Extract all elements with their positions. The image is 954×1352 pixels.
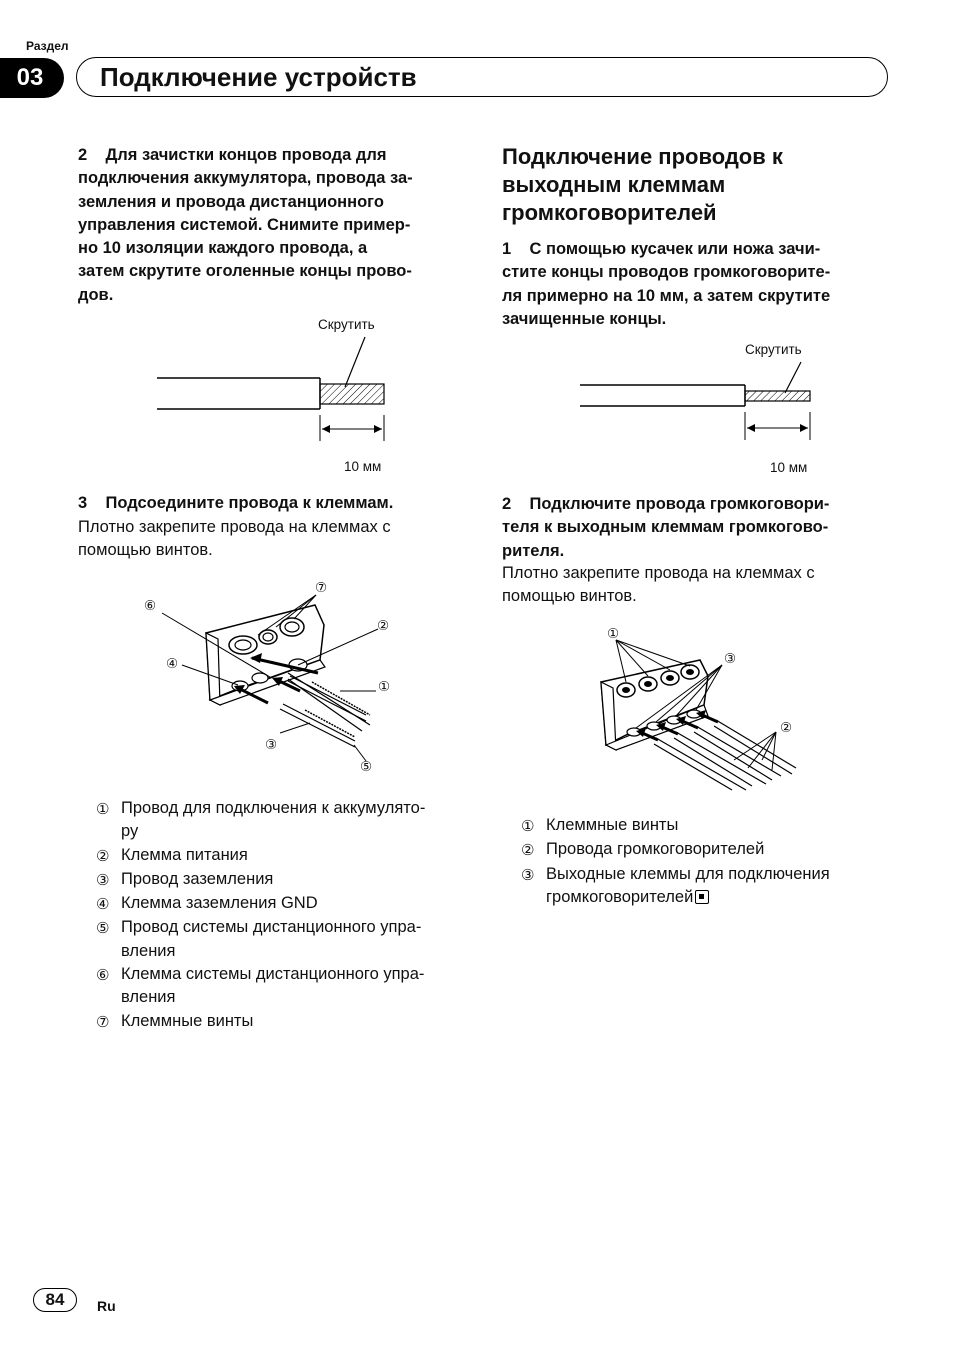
right-step-2-title: 2 Подключите провода громкоговори- теля к выходным клеммам громкогово- рителя. [502,495,830,560]
legend-item [96,916,476,963]
section-label: Раздел [26,39,69,53]
right-heading: Подключение проводов к выходным клеммам громкоговорителей [502,144,783,225]
legend-number: ⑦ [96,1013,110,1031]
left-wire-strip-diagram [150,335,400,455]
legend-text: Клемма заземления GND [121,894,318,913]
legend-text: Клемма системы дистанционного упра- вления [121,965,425,1007]
legend-item [96,963,476,1010]
legend-item [96,868,476,892]
left-callout-4: ④ [166,656,179,671]
left-step-3-text: Плотно закрепите провода на клеммах с помощью винтов. [78,518,391,560]
right-callout-1: ① [607,626,620,641]
left-callout-7: ⑦ [315,580,328,595]
language-label: Ru [97,1298,116,1314]
legend-number: ① [521,818,535,835]
legend-text: Клемма питания [121,845,248,864]
legend-item [521,814,901,838]
right-step-1: 1 С помощью кусачек или ножа зачи- стите концы проводов громкоговорите- ля примерно на 10 мм, а затем скрутите зачищенные концы. [502,240,831,328]
legend-item [521,863,901,910]
legend-text: Провода громкоговорителей [546,840,765,859]
legend-text-content: Выходные клеммы для подключения громкоговорителей [546,864,830,906]
legend-number: ③ [96,871,110,889]
left-step-3-title: 3 Подсоедините провода к клеммам. [78,494,394,512]
left-fig1-length-label: 10 мм [344,459,382,474]
right-step-2-text: Плотно закрепите провода на клеммах с помощью винтов. [502,564,815,606]
right-terminal-diagram [596,620,806,800]
page-number: 84 [33,1288,77,1312]
legend-number: ② [96,847,110,865]
right-legend-list [521,814,901,909]
legend-text: Провод системы дистанционного упра- вления [121,918,422,960]
stop-icon [695,890,709,904]
legend-item [96,797,476,844]
legend-number: ④ [96,896,110,914]
right-fig1-length-label: 10 мм [770,460,808,475]
left-callout-3: ③ [265,737,278,752]
left-callout-1: ① [378,679,391,694]
legend-number: ② [521,842,535,860]
left-callout-2: ② [377,618,390,633]
left-step-2: 2 Для зачистки концов провода для подключения аккумулятора, провода за- земления и провода дистанционного управления системой. Снимите пример- но 10 изоляции каждого провода, а затем скрутите оголенные концы прово- дов. [78,146,413,304]
legend-number: ⑤ [96,920,110,938]
section-number-badge: 03 [0,58,64,98]
legend-item [96,844,476,868]
right-callout-2: ② [780,720,793,735]
left-callout-5: ⑤ [360,759,373,774]
legend-item [96,1010,476,1034]
right-wire-strip-diagram [575,360,825,460]
legend-text: Клеммные винты [546,816,679,834]
right-callout-3: ③ [724,651,737,666]
legend-item [96,892,476,916]
legend-number: ① [96,801,110,818]
section-title: Подключение устройств [100,62,417,92]
legend-number: ⑥ [96,967,110,985]
left-legend-list [96,797,476,1034]
legend-text [546,863,830,910]
left-callout-6: ⑥ [144,598,157,613]
left-terminal-diagram [140,575,400,785]
legend-number: ③ [521,866,535,884]
legend-text: Провод для подключения к аккумулято- ру [121,799,426,841]
legend-text: Провод заземления [121,869,274,888]
legend-item [521,838,901,862]
legend-text: Клеммные винты [121,1011,254,1030]
right-fig1-twist-label: Скрутить [745,342,802,357]
left-fig1-twist-label: Скрутить [318,317,375,332]
